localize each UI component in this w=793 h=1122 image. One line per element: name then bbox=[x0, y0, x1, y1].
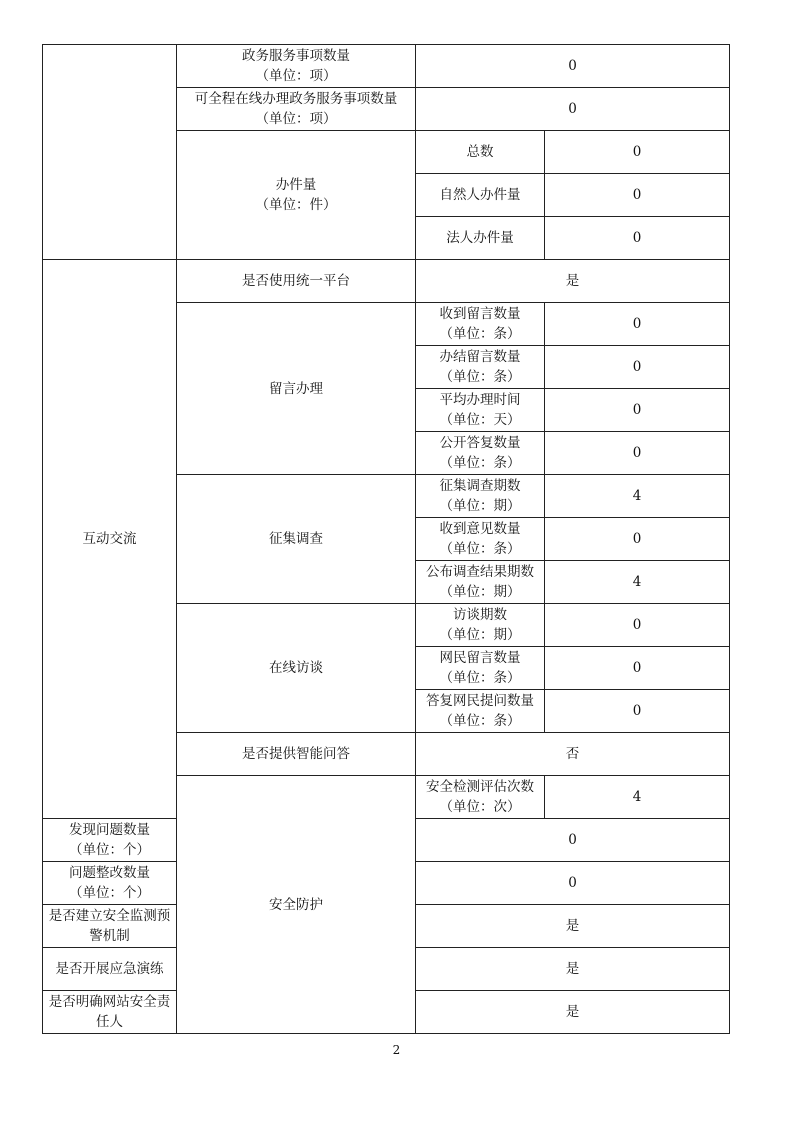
group-label-interview: 在线访谈 bbox=[177, 604, 416, 733]
sub-label: 总数 bbox=[416, 131, 545, 174]
sub-value: 0 bbox=[545, 518, 730, 561]
row-value: 4 bbox=[545, 776, 730, 819]
sub-value: 0 bbox=[545, 174, 730, 217]
sub-label: 办结留言数量 （单位：条） bbox=[416, 346, 545, 389]
row-value: 是 bbox=[416, 948, 730, 991]
row-label: 政务服务事项数量 （单位：项） bbox=[177, 45, 416, 88]
sub-label: 公开答复数量 （单位：条） bbox=[416, 432, 545, 475]
sub-label: 平均办理时间 （单位：天） bbox=[416, 389, 545, 432]
sub-label: 答复网民提问数量 （单位：条） bbox=[416, 690, 545, 733]
sub-value: 0 bbox=[545, 690, 730, 733]
table-row bbox=[43, 260, 730, 303]
row-label: 是否使用统一平台 bbox=[177, 260, 416, 303]
row-value: 否 bbox=[416, 733, 730, 776]
group-label: 办件量 （单位：件） bbox=[177, 131, 416, 260]
sub-value: 0 bbox=[545, 389, 730, 432]
sub-label: 收到意见数量 （单位：条） bbox=[416, 518, 545, 561]
sub-label: 访谈期数 （单位：期） bbox=[416, 604, 545, 647]
table-row bbox=[43, 45, 730, 88]
sub-value: 0 bbox=[545, 131, 730, 174]
row-label: 问题整改数量 （单位：个） bbox=[43, 862, 177, 905]
sub-value: 4 bbox=[545, 475, 730, 518]
row-label: 是否提供智能问答 bbox=[177, 733, 416, 776]
row-value: 0 bbox=[416, 45, 730, 88]
row-label: 是否建立安全监测预警机制 bbox=[43, 905, 177, 948]
row-value: 0 bbox=[416, 862, 730, 905]
row-value: 是 bbox=[416, 991, 730, 1034]
group-label-messages: 留言办理 bbox=[177, 303, 416, 475]
report-table bbox=[42, 44, 730, 1034]
section-cell-blank bbox=[43, 45, 177, 260]
row-value: 是 bbox=[416, 260, 730, 303]
sub-value: 4 bbox=[545, 561, 730, 604]
sub-label: 收到留言数量 （单位：条） bbox=[416, 303, 545, 346]
sub-value: 0 bbox=[545, 217, 730, 260]
sub-label: 公布调查结果期数 （单位：期） bbox=[416, 561, 545, 604]
row-label: 发现问题数量 （单位：个） bbox=[43, 819, 177, 862]
sub-value: 0 bbox=[545, 303, 730, 346]
sub-value: 0 bbox=[545, 647, 730, 690]
row-label: 是否明确网站安全责任人 bbox=[43, 991, 177, 1034]
sub-label: 征集调查期数 （单位：期） bbox=[416, 475, 545, 518]
sub-label: 网民留言数量 （单位：条） bbox=[416, 647, 545, 690]
sub-value: 0 bbox=[545, 604, 730, 647]
sub-label: 法人办件量 bbox=[416, 217, 545, 260]
group-label-survey: 征集调查 bbox=[177, 475, 416, 604]
sub-value: 0 bbox=[545, 346, 730, 389]
row-label: 是否开展应急演练 bbox=[43, 948, 177, 991]
row-label: 可全程在线办理政务服务事项数量 （单位：项） bbox=[177, 88, 416, 131]
row-value: 是 bbox=[416, 905, 730, 948]
sub-label: 自然人办件量 bbox=[416, 174, 545, 217]
section-security: 安全防护 bbox=[177, 776, 416, 1034]
row-value: 0 bbox=[416, 819, 730, 862]
row-value: 0 bbox=[416, 88, 730, 131]
row-label: 安全检测评估次数 （单位：次） bbox=[416, 776, 545, 819]
page-number: 2 bbox=[392, 1043, 401, 1057]
section-interaction: 互动交流 bbox=[43, 260, 177, 819]
sub-value: 0 bbox=[545, 432, 730, 475]
